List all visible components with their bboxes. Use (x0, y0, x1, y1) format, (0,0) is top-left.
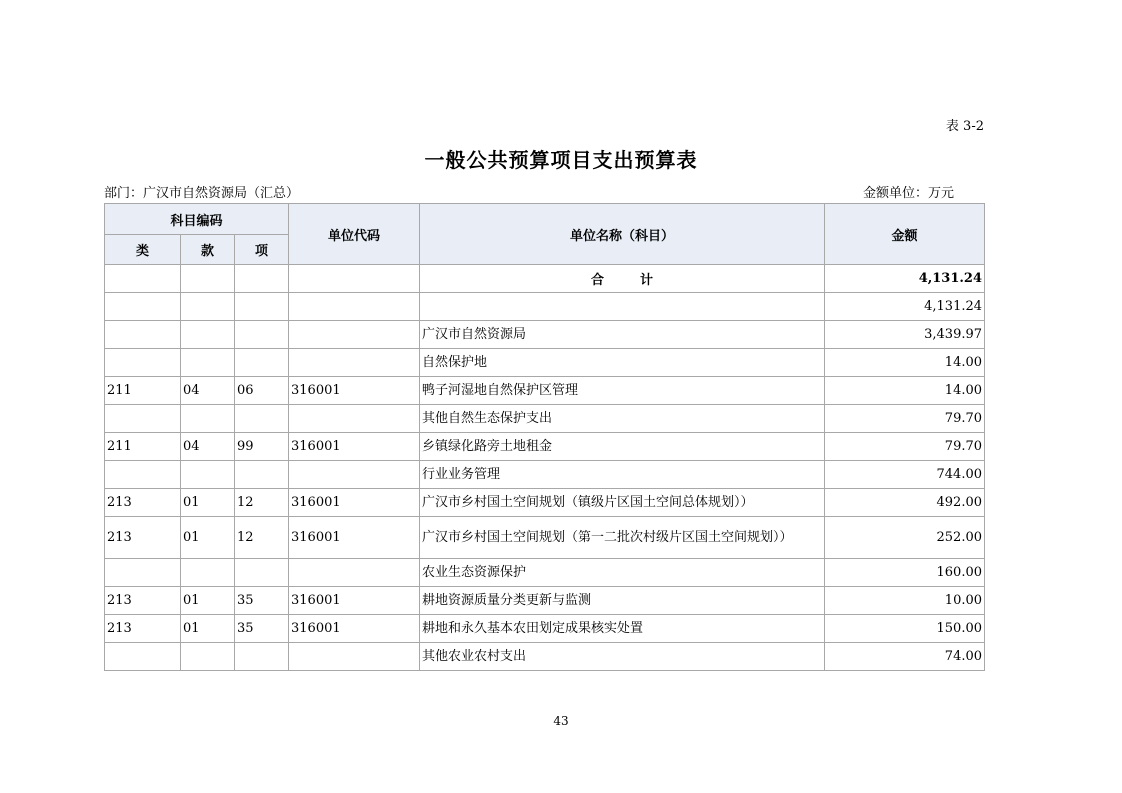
cell-amount: 160.00 (825, 559, 985, 587)
cell-lei (105, 405, 181, 433)
cell-amount: 14.00 (825, 377, 985, 405)
table-row (105, 321, 985, 349)
cell-kuan: 01 (181, 587, 235, 615)
cell-kuan (181, 293, 235, 321)
cell-unit-name: 广汉市乡村国土空间规划（第一二批次村级片区国土空间规划）） (420, 517, 825, 559)
table-row (105, 461, 985, 489)
cell-xiang (235, 461, 289, 489)
table-row (105, 349, 985, 377)
cell-unit-name (420, 293, 825, 321)
cell-unit-name: 自然保护地 (420, 349, 825, 377)
cell-kuan: 01 (181, 517, 235, 559)
table-row (105, 377, 985, 405)
cell-amount: 10.00 (825, 587, 985, 615)
cell-lei (105, 643, 181, 671)
page-title: 一般公共预算项目支出预算表 (424, 148, 698, 172)
cell-amount: 744.00 (825, 461, 985, 489)
table-row (105, 559, 985, 587)
cell-amount: 4,131.24 (825, 293, 985, 321)
cell-kuan (181, 559, 235, 587)
cell-unit-code: 316001 (289, 433, 420, 461)
header-lei: 类 (105, 235, 181, 265)
cell-xiang: 12 (235, 517, 289, 559)
cell-unit-code (289, 559, 420, 587)
budget-table (104, 203, 985, 671)
table-row (105, 489, 985, 517)
table-row (105, 643, 985, 671)
cell-lei: 211 (105, 377, 181, 405)
cell-amount: 150.00 (825, 615, 985, 643)
header-unit-name: 单位名称（科目） (420, 204, 825, 265)
cell-unit-name: 鸭子河湿地自然保护区管理 (420, 377, 825, 405)
cell-unit-name: 农业生态资源保护 (420, 559, 825, 587)
cell-unit-name: 广汉市乡村国土空间规划（镇级片区国土空间总体规划）） (420, 489, 825, 517)
cell-unit-name: 耕地资源质量分类更新与监测 (420, 587, 825, 615)
cell-lei: 213 (105, 489, 181, 517)
cell-xiang: 35 (235, 587, 289, 615)
cell-lei (105, 461, 181, 489)
cell-unit-code: 316001 (289, 615, 420, 643)
cell-xiang (235, 293, 289, 321)
cell-amount: 492.00 (825, 489, 985, 517)
cell-unit-code (289, 643, 420, 671)
cell-amount: 3,439.97 (825, 321, 985, 349)
cell-lei (105, 293, 181, 321)
department-label: 部门：广汉市自然资源局（汇总） (104, 186, 300, 201)
cell-xiang: 12 (235, 489, 289, 517)
cell-xiang: 99 (235, 433, 289, 461)
cell-lei: 213 (105, 587, 181, 615)
table-row (105, 433, 985, 461)
cell-xiang (235, 643, 289, 671)
total-label: 合 计 (420, 265, 825, 293)
total-amount: 4,131.24 (825, 265, 985, 293)
table-row (105, 293, 985, 321)
cell-kuan: 04 (181, 377, 235, 405)
table-row (105, 405, 985, 433)
cell-xiang: 35 (235, 615, 289, 643)
table-row (105, 587, 985, 615)
cell-kuan: 04 (181, 433, 235, 461)
cell-lei (105, 559, 181, 587)
header-subject-code: 科目编码 (105, 204, 289, 235)
cell-xiang: 06 (235, 377, 289, 405)
cell-kuan (181, 461, 235, 489)
cell-lei: 213 (105, 615, 181, 643)
cell-amount: 74.00 (825, 643, 985, 671)
total-row (105, 265, 985, 293)
cell-kuan (181, 349, 235, 377)
cell-unit-name: 乡镇绿化路旁土地租金 (420, 433, 825, 461)
cell-kuan: 01 (181, 615, 235, 643)
cell-kuan (181, 643, 235, 671)
header-kuan: 款 (181, 235, 235, 265)
cell-unit-name: 行业业务管理 (420, 461, 825, 489)
cell-unit-name: 耕地和永久基本农田划定成果核实处置 (420, 615, 825, 643)
cell-kuan (181, 321, 235, 349)
cell-amount: 79.70 (825, 433, 985, 461)
cell-unit-name: 广汉市自然资源局 (420, 321, 825, 349)
cell-unit-code: 316001 (289, 377, 420, 405)
cell-amount: 252.00 (825, 517, 985, 559)
cell-xiang (235, 405, 289, 433)
table-row (105, 615, 985, 643)
cell-lei: 213 (105, 517, 181, 559)
cell-amount: 79.70 (825, 405, 985, 433)
cell-xiang (235, 349, 289, 377)
cell-unit-code: 316001 (289, 489, 420, 517)
cell-xiang (235, 321, 289, 349)
table-number: 表 3-2 (945, 119, 984, 134)
cell-unit-code: 316001 (289, 517, 420, 559)
header-unit-code: 单位代码 (289, 204, 420, 265)
cell-unit-code: 316001 (289, 587, 420, 615)
cell-unit-name: 其他农业农村支出 (420, 643, 825, 671)
cell-unit-code (289, 461, 420, 489)
table-row (105, 517, 985, 559)
header-amount: 金额 (825, 204, 985, 265)
cell-kuan: 01 (181, 489, 235, 517)
table-meta (104, 182, 984, 201)
cell-lei (105, 321, 181, 349)
cell-amount: 14.00 (825, 349, 985, 377)
cell-lei (105, 349, 181, 377)
header-xiang: 项 (235, 235, 289, 265)
cell-lei: 211 (105, 433, 181, 461)
cell-kuan (181, 405, 235, 433)
cell-unit-code (289, 293, 420, 321)
unit-label: 金额单位：万元 (862, 186, 954, 201)
cell-unit-code (289, 405, 420, 433)
cell-unit-code (289, 321, 420, 349)
cell-unit-name: 其他自然生态保护支出 (420, 405, 825, 433)
page-number: 43 (553, 714, 569, 728)
cell-unit-code (289, 349, 420, 377)
cell-xiang (235, 559, 289, 587)
